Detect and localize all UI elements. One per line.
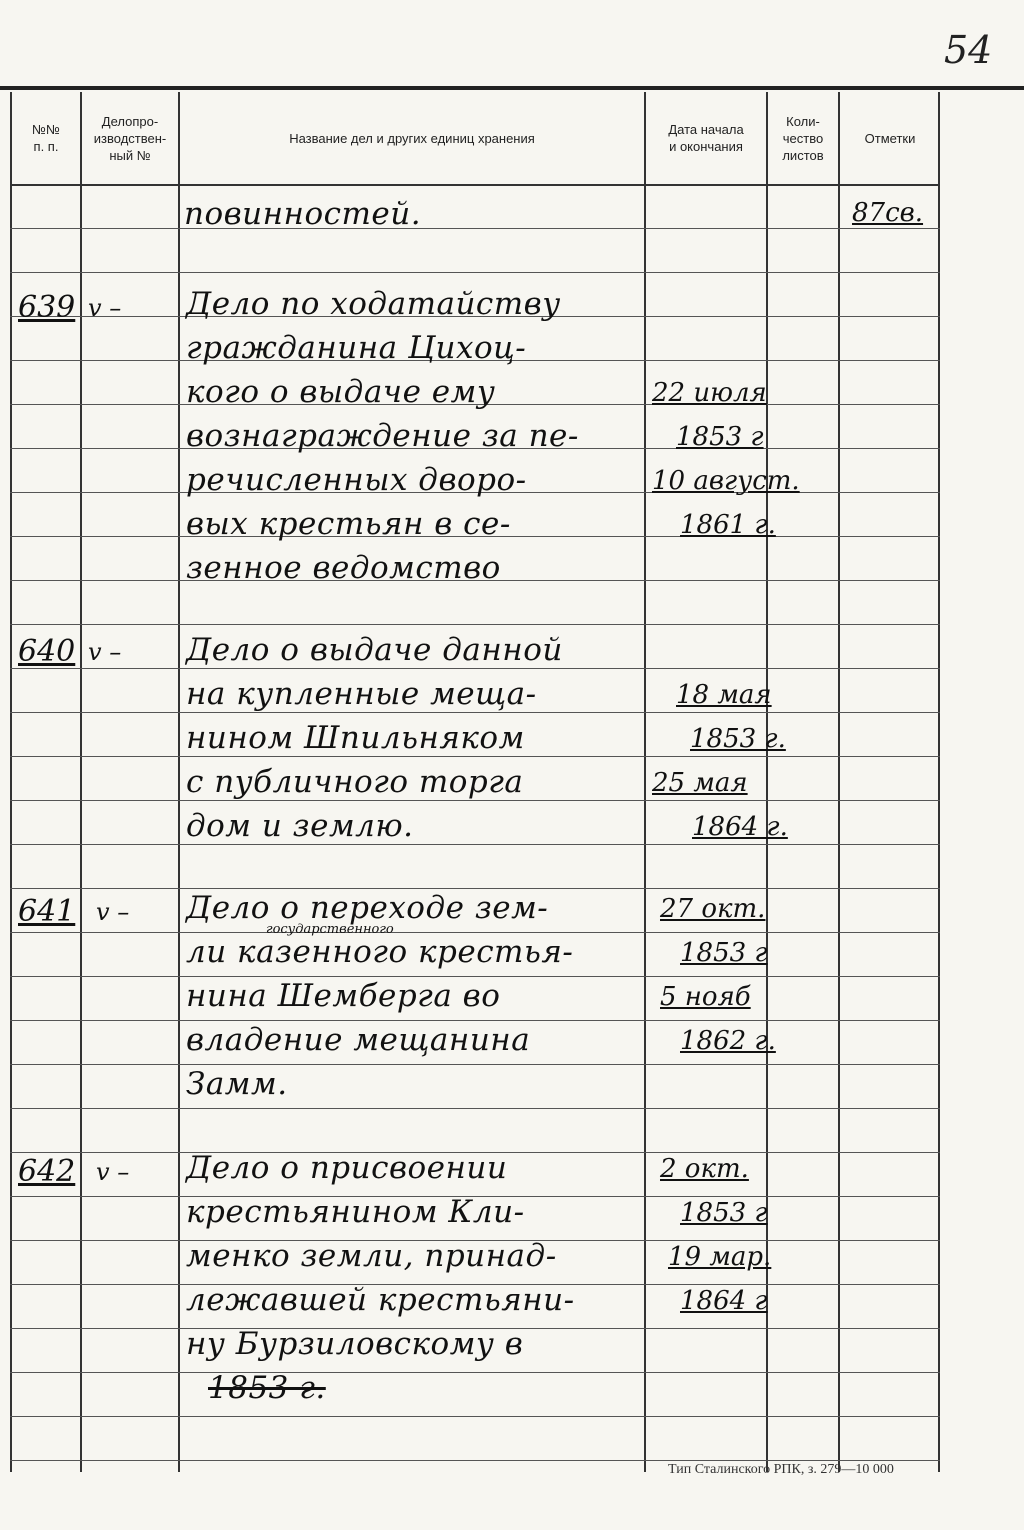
printer-note: Тип Сталинского РПК, з. 279—10 000 — [668, 1462, 894, 1477]
record-text-line: нина Шемберга во — [186, 978, 501, 1014]
record-text-line: зенное ведомство — [186, 550, 501, 586]
header-office-number: Делопро- изводствен- ный № — [93, 113, 167, 163]
ruled-line — [10, 888, 940, 889]
header-notes: Отметки — [864, 130, 916, 146]
record-date: 18 мая — [676, 680, 772, 710]
record-text-line: Дело о переходе зем- — [186, 890, 549, 926]
ruled-line — [10, 976, 940, 977]
top-rule — [0, 86, 1024, 90]
record-text-line: ну Бурзиловскому в — [186, 1326, 524, 1362]
record-text-line: Замм. — [186, 1066, 288, 1102]
record-date: 1864 г. — [692, 812, 788, 842]
column-line — [838, 92, 840, 1472]
ruled-line — [10, 1064, 940, 1065]
ruled-line — [10, 800, 940, 801]
record-mark: v – — [96, 898, 130, 926]
record-number: 639 — [18, 290, 76, 325]
record-date: 1853 г — [680, 938, 768, 968]
record-date: 1861 г. — [680, 510, 776, 540]
record-text-line: ли казенного крестья- — [186, 934, 574, 970]
record-text-line: дом и землю. — [186, 808, 414, 844]
record-date: 1853 г. — [690, 724, 786, 754]
record-text-line: на купленные меща- — [186, 676, 537, 712]
record-number: 641 — [18, 894, 76, 929]
record-date: 10 август. — [652, 466, 800, 496]
record-date: 19 мар. — [668, 1242, 772, 1272]
record-date: 27 окт. — [660, 894, 766, 924]
record-mark: v – — [96, 1158, 130, 1186]
record-text-line: менко земли, принад- — [186, 1238, 557, 1274]
ruled-line — [10, 932, 940, 933]
record-date: 5 нояб — [660, 982, 751, 1012]
record-text-line: нином Шпильняком — [186, 720, 525, 756]
header-sheet-count: Коли- чество листов — [782, 113, 824, 163]
ruled-line — [10, 228, 940, 229]
column-line — [80, 92, 82, 1472]
record-text-line: гражданина Цихоц- — [186, 330, 527, 366]
ruled-line — [10, 1460, 940, 1461]
record-superscript: государственного — [266, 922, 394, 937]
record-date: 1853 г — [680, 1198, 768, 1228]
record-number: 640 — [18, 634, 76, 669]
record-number: 642 — [18, 1154, 76, 1189]
record-date: 22 июля — [652, 378, 767, 408]
ruled-line — [10, 184, 940, 186]
header-dates: Дата начала и окончания — [668, 122, 744, 154]
ruled-line — [10, 1108, 940, 1109]
ruled-line — [10, 272, 940, 273]
header-number: №№ п. п. — [32, 122, 60, 154]
ruled-line — [10, 624, 940, 625]
record-date: 1853 г — [676, 422, 764, 452]
ruled-line — [10, 668, 940, 669]
column-line — [178, 92, 180, 1472]
record-text-line: Дело о выдаче данной — [186, 632, 563, 668]
record-text-line: речисленных дворо- — [186, 462, 527, 498]
record-date: 25 мая — [652, 768, 748, 798]
record-text-line: 1853 г. — [208, 1370, 326, 1406]
record-date: 2 окт. — [660, 1154, 749, 1184]
page-number: 54 — [944, 28, 993, 72]
ruled-line — [10, 1372, 940, 1373]
ruled-line — [10, 756, 940, 757]
record-mark: v – — [88, 638, 122, 666]
record-text-line: владение мещанина — [186, 1022, 531, 1058]
record-date: 1862 г. — [680, 1026, 776, 1056]
ruled-line — [10, 712, 940, 713]
record-text-line: с публичного торга — [186, 764, 524, 800]
header-title: Название дел и других единиц хранения — [289, 130, 535, 146]
ruled-line — [10, 1020, 940, 1021]
column-line — [938, 92, 940, 1472]
continuation-notes: 87св. — [852, 198, 924, 228]
record-date: 1864 г — [680, 1286, 768, 1316]
record-text-line: Дело по ходатайству — [186, 286, 561, 322]
ruled-line — [10, 1416, 940, 1417]
record-text-line: Дело о присвоении — [186, 1150, 508, 1186]
column-line — [644, 92, 646, 1472]
record-text-line: лежавшей крестьяни- — [186, 1282, 575, 1318]
record-text-line: кого о выдаче ему — [186, 374, 496, 410]
record-text-line: крестьянином Кли- — [186, 1194, 525, 1230]
record-text-line: вознаграждение за пе- — [186, 418, 579, 454]
record-mark: v – — [88, 294, 122, 322]
column-line — [10, 92, 12, 1472]
continuation-text: повинностей. — [184, 196, 422, 232]
ruled-line — [10, 844, 940, 845]
record-text-line: вых крестьян в се- — [186, 506, 511, 542]
